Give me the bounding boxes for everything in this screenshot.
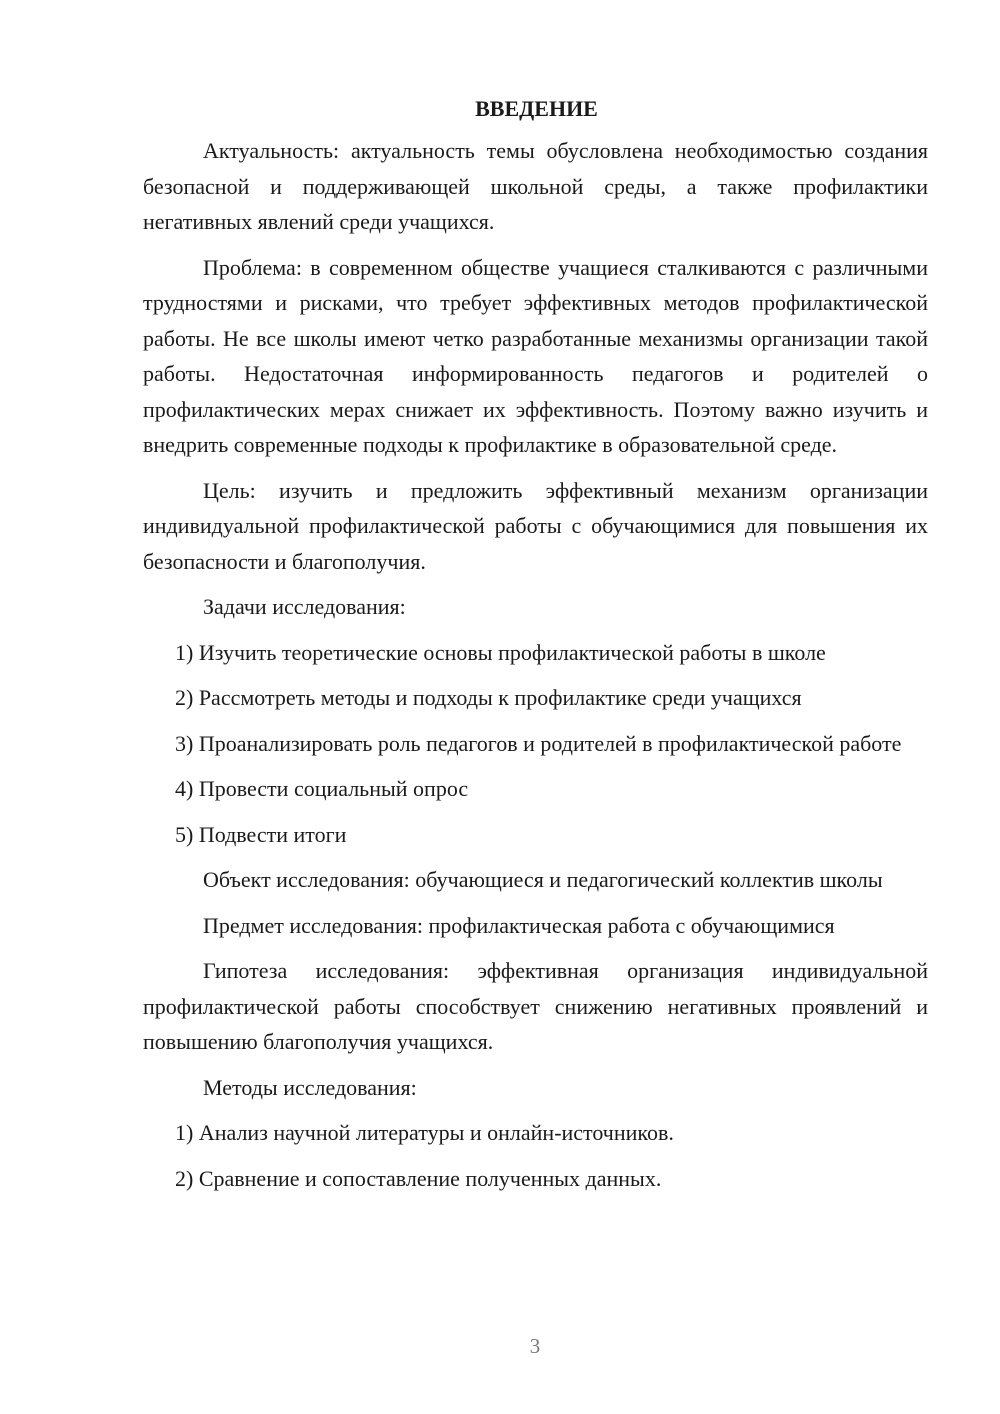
hypothesis-paragraph: Гипотеза исследования: эффективная организация индивидуальной профилактической работы способствует снижению негативных проявлений и повышению благополучия учащихся. — [143, 958, 928, 1054]
method-item: 2) Сравнение и сопоставление полученных данных. — [175, 1165, 662, 1191]
page-number: 3 — [529, 1334, 541, 1358]
page-content — [143, 92, 928, 1206]
task-item: 5) Подвести итоги — [175, 821, 347, 847]
methods-heading: Методы исследования: — [203, 1074, 417, 1100]
section-title: ВВЕДЕНИЕ — [475, 96, 598, 121]
subject-paragraph: Предмет исследования: профилактическая работа с обучающимися — [203, 912, 835, 938]
method-item: 1) Анализ научной литературы и онлайн-источников. — [175, 1120, 674, 1145]
task-item: 1) Изучить теоретические основы профилактической работы в школе — [175, 639, 826, 665]
task-item: 2) Рассмотреть методы и подходы к профилактике среди учащихся — [175, 685, 802, 710]
goal-paragraph: Цель: изучить и предложить эффективный механизм организации индивидуальной профилактической работы с обучающимися для повышения их безопасности и благополучия. — [143, 477, 928, 574]
task-item: 4) Провести социальный опрос — [175, 776, 469, 801]
tasks-heading: Задачи исследования: — [203, 594, 406, 619]
task-item: 3) Проанализировать роль педагогов и родителей в профилактической работе — [175, 730, 902, 756]
relevance-paragraph: Актуальность: актуальность темы обусловлена необходимостью создания безопасной и поддерживающей школьной среды, а также профилактики негативных явлений среди учащихся. — [143, 138, 928, 234]
problem-paragraph: Проблема: в современном обществе учащиеся сталкиваются с различными трудностями и рисками, что требует эффективных методов профилактической работы. Не все школы имеют четко разработанные механизмы организации такой работы. Недостаточная информированность педагогов и родителей о профилактических мерах снижает их эффективность. Поэтому важно изучить и внедрить современные подходы к профилактике в образовательной среде. — [143, 254, 928, 457]
object-paragraph: Объект исследования: обучающиеся и педагогический коллектив школы — [203, 867, 883, 892]
